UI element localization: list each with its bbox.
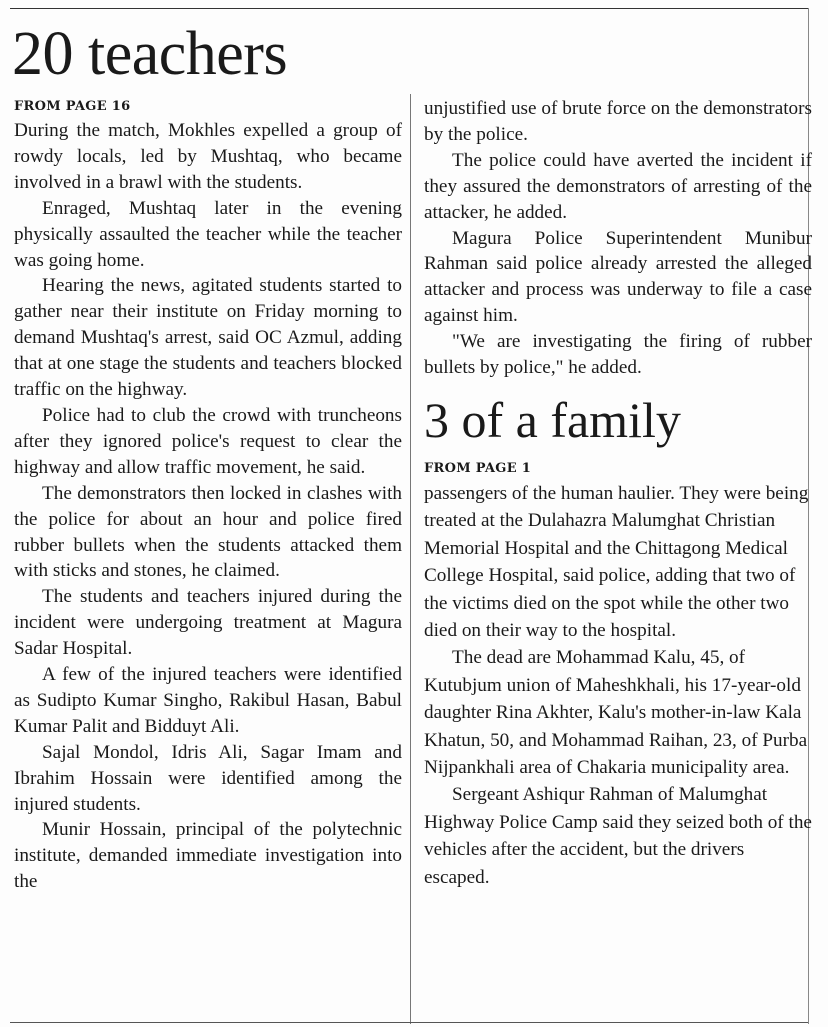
paragraph: "We are investigating the firing of rubber bullets by police," he added.	[424, 331, 812, 379]
paragraph: Enraged, Mushtaq later in the evening physically assaulted the teacher while the teacher was going home.	[14, 197, 402, 271]
story-one-headline: 20 teachers	[12, 20, 288, 88]
paragraph: Hearing the news, agitated students started to gather near their institute on Friday morning to demand Mushtaq's arrest, said OC Azmul, adding that at one stage the students and teachers blocked traffic on the highway.	[14, 275, 402, 401]
paragraph: The dead are Mohammad Kalu, 45, of Kutubjum union of Maheshkhali, his 17-year-old daughter Rina Akhter, Kalu's mother-in-law Kala Khatun, 50, and Mohammad Raihan, 23, of Purba Nijpankhali area of Chakaria municipality area.	[424, 647, 808, 779]
paragraph: Magura Police Superintendent Munibur Rahman said police already arrested the alleged attacker and process was underway to file a case against him.	[424, 227, 812, 327]
paragraph: During the match, Mokhles expelled a group of rowdy locals, led by Mushtaq, who became involved in a brawl with the students.	[14, 120, 402, 193]
paragraph: Police had to club the crowd with truncheons after they ignored police's request to clear the highway and allow traffic movement, he said.	[14, 404, 402, 478]
paragraph: Sajal Mondol, Idris Ali, Sagar Imam and Ibrahim Hossain were identified among the injured students.	[14, 741, 402, 815]
story-one-left-column	[14, 96, 402, 895]
paragraph: A few of the injured teachers were identified as Sudipto Kumar Singho, Rakibul Hasan, Babul Kumar Palit and Bidduyt Ali.	[14, 664, 402, 737]
paragraph: passengers of the human haulier. They were being treated at the Dulahazra Malumghat Christian Memorial Hospital and the Chittagong Medical College Hospital, said police, adding that two of the victims died on the spot while the other two died on their way to the hospital.	[424, 483, 809, 642]
column-divider	[410, 94, 411, 1024]
story-two-headline: 3 of a family	[424, 392, 681, 448]
paragraph: The demonstrators then locked in clashes with the police for about an hour and police fired rubber bullets when the students attacked them with sticks and stones, he claimed.	[14, 482, 402, 582]
paragraph: unjustified use of brute force on the demonstrators by the police.	[424, 98, 812, 145]
story-one-dateline: FROM PAGE 16	[14, 99, 131, 114]
story-two-dateline: FROM PAGE 1	[424, 461, 532, 476]
story-one-right-column	[424, 96, 812, 381]
top-rule	[10, 8, 808, 9]
paragraph: Sergeant Ashiqur Rahman of Malumghat Highway Police Camp said they seized both of the vehicles after the accident, but the drivers escaped.	[424, 784, 812, 888]
bottom-rule	[10, 1022, 808, 1023]
paragraph: The students and teachers injured during the incident were undergoing treatment at Magura Sadar Hospital.	[14, 586, 402, 660]
story-two-column	[424, 458, 812, 891]
paragraph: Munir Hossain, principal of the polytechnic institute, demanded immediate investigation into the	[14, 819, 402, 893]
paragraph: The police could have averted the incident if they assured the demonstrators of arresting of the attacker, he added.	[424, 149, 812, 223]
